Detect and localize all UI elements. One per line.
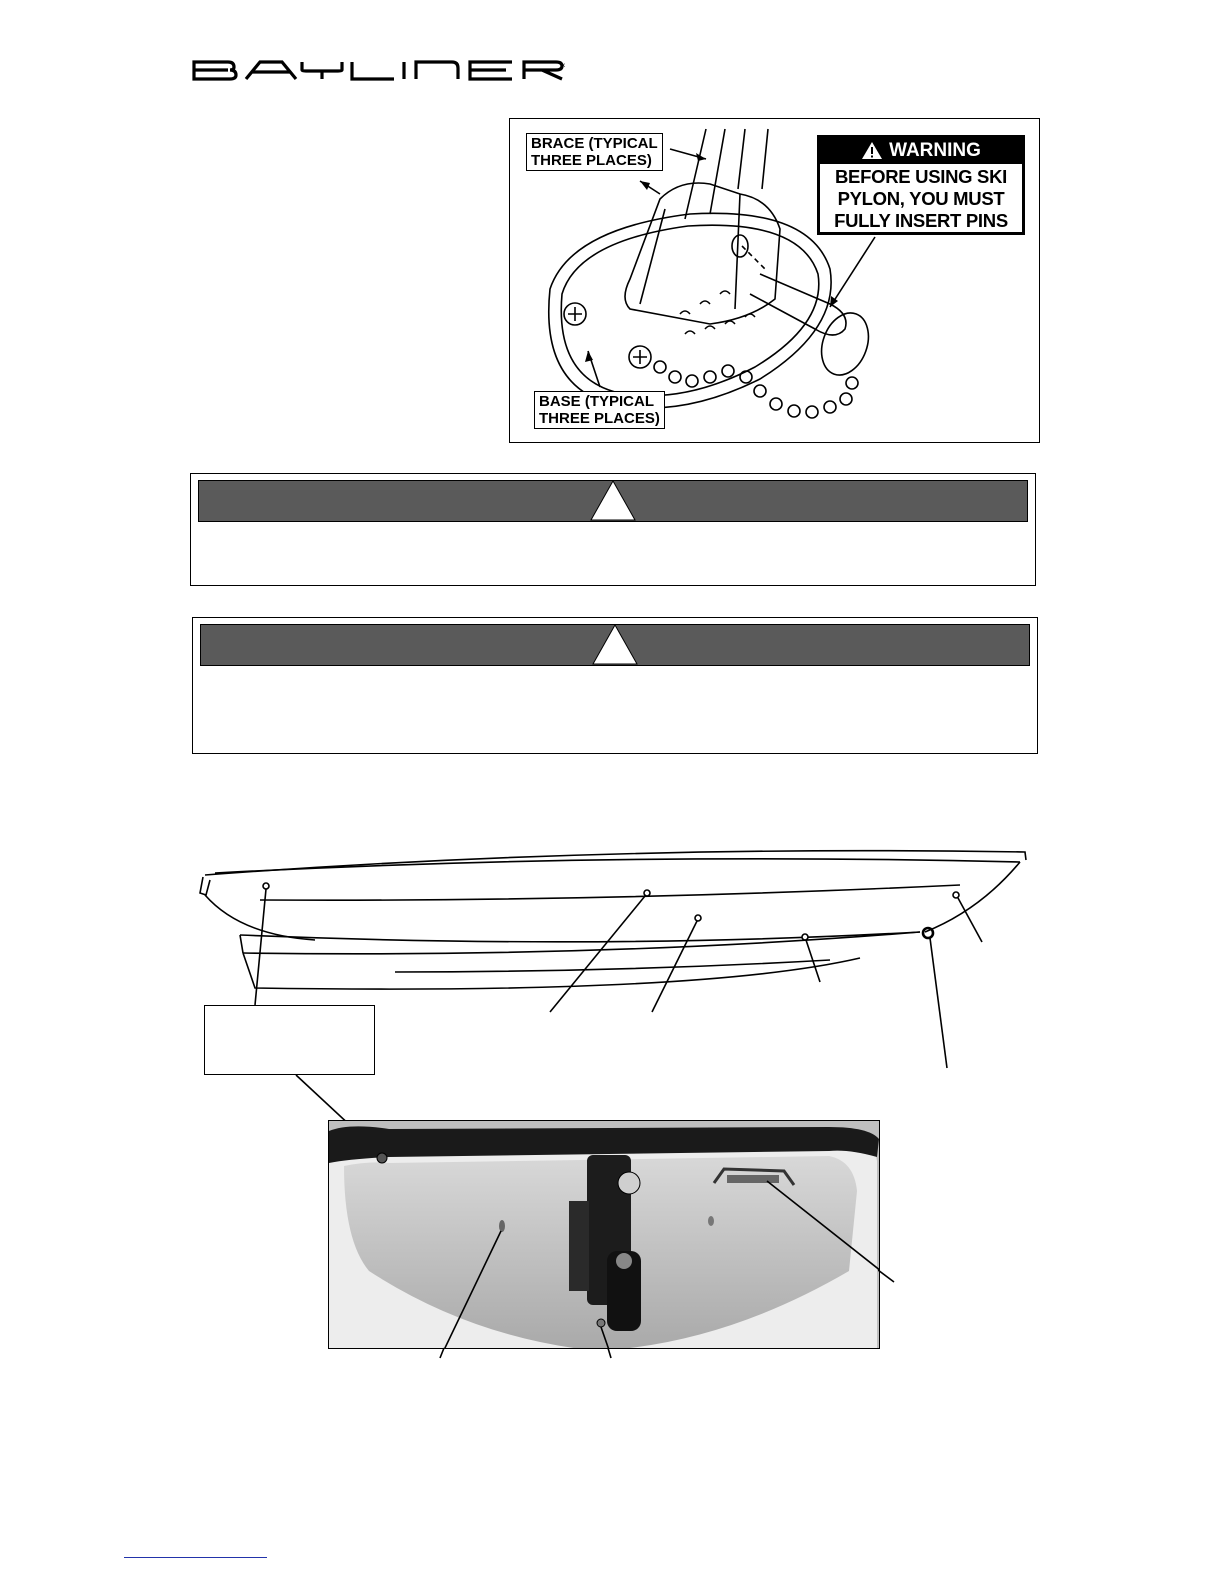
transom-photo-figure [328, 1120, 880, 1349]
warning-notice-1 [190, 473, 1036, 586]
notice-header-bar [200, 624, 1030, 666]
transom-photo-illustration [329, 1121, 880, 1349]
hull-callout-box [204, 1005, 375, 1075]
footer-link-underline [124, 1557, 267, 1558]
warning-label-body: BEFORE USING SKI PYLON, YOU MUST FULLY INSERT PINS [834, 166, 1008, 231]
brace-callout: BRACE (TYPICAL THREE PLACES) [526, 133, 663, 171]
warning-triangle-icon [861, 141, 883, 160]
warning-triangle-icon [590, 480, 636, 522]
trademark-mark: x [562, 63, 565, 69]
ski-pylon-figure [509, 118, 1040, 443]
warning-triangle-icon [592, 624, 638, 666]
bayliner-logo [190, 58, 570, 82]
warning-label-header [820, 138, 1022, 164]
base-callout: BASE (TYPICAL THREE PLACES) [534, 391, 665, 429]
warning-label-title: WARNING [889, 140, 981, 161]
pylon-warning-label [817, 135, 1025, 235]
photo-leader-lines [0, 1340, 1224, 1400]
warning-notice-2 [192, 617, 1038, 754]
notice-header-bar [198, 480, 1028, 522]
photo-leader-line-right [878, 1268, 908, 1308]
brand-text: BAYLINER [190, 58, 195, 59]
